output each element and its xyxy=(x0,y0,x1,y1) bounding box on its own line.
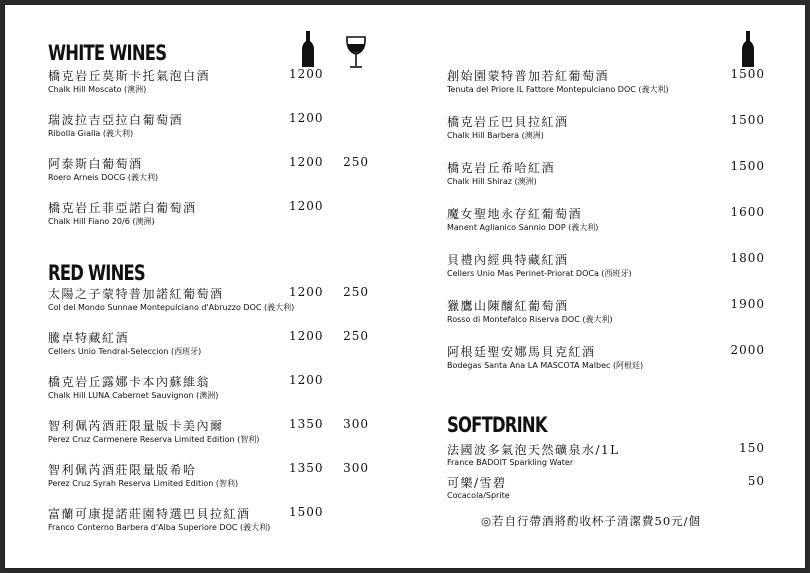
list-item: 可樂/雪碧 Cocacola/Sprite 50 xyxy=(447,474,765,500)
list-item: 橋克岩丘菲亞諾白葡萄酒 Chalk Hill Fiano 20/6 (澳洲) 1200 xyxy=(48,199,324,226)
bottle-icon xyxy=(741,31,755,67)
wine-glass-icon xyxy=(345,35,367,69)
corkage-note: ◎若自行帶酒將酌收杯子清潔費50元/個 xyxy=(481,514,702,528)
list-item: 貝禮內經典特藏紅酒 Cellers Unio Mas Perinet-Priorat DOCa (西班牙) 1800 xyxy=(447,251,765,278)
white-wines-heading: WHITE WINES xyxy=(48,41,167,65)
list-item: 阿根廷聖安娜馬貝克紅酒 Bodegas Santa Ana LA MASCOTA Malbec (阿根廷) 2000 xyxy=(447,343,765,370)
list-item: 獵鷹山陳釀紅葡萄酒 Rosso di Montefalco Riserva DOC (義大利) 1900 xyxy=(447,297,765,324)
red-wines-heading: RED WINES xyxy=(48,261,145,285)
list-item: 橋克岩丘希哈紅酒 Chalk Hill Shiraz (澳洲) 1500 xyxy=(447,159,765,186)
list-item: 橋克岩丘巴貝拉紅酒 Chalk Hill Barbera (澳洲) 1500 xyxy=(447,113,765,140)
list-item: 富蘭可康提諾莊園特選巴貝拉紅酒 Franco Conterno Barbera d'Alba Superiore DOC (義大利) 1500 xyxy=(48,505,324,532)
list-item: 法國波多氣泡天然礦泉水/1L France BADOIT Sparkling Water 150 xyxy=(447,441,765,467)
list-item: 橋克岩丘露娜卡本內蘇維翁 Chalk Hill LUNA Cabernet Sauvignon (澳洲) 1200 xyxy=(48,373,324,400)
softdrink-heading: SOFTDRINK xyxy=(447,413,547,437)
list-item: 魔女聖地永存紅葡萄酒 Manent Aglianico Sannio DOP (義大利) 1600 xyxy=(447,205,765,232)
bottle-icon xyxy=(301,31,315,67)
menu-page xyxy=(4,4,806,569)
list-item: 創始園蒙特普加若紅葡萄酒 Tenuta del Priore IL Fattore Montepulciano DOC (義大利) 1500 xyxy=(447,67,765,94)
list-item: 瑞波拉吉亞拉白葡萄酒 Ribolla Gialla (義大利) 1200 xyxy=(48,111,324,138)
list-item: 騰卓特藏紅酒 Cellers Unio Tendral-Seleccion (西班牙) 1200 250 xyxy=(48,329,369,356)
list-item: 阿泰斯白葡萄酒 Roero Arneis DOCG (義大利) 1200 250 xyxy=(48,155,369,182)
list-item: 橋克岩丘莫斯卡托氣泡白酒 Chalk Hill Moscato (澳洲) 1200 xyxy=(48,67,324,94)
list-item: 太陽之子蒙特普加諾紅葡萄酒 Col del Mondo Sunnae Montepulciano d'Abruzzo DOC (義大利) 1200 250 xyxy=(48,285,369,312)
list-item: 智利佩芮酒莊限量版卡美內爾 Perez Cruz Carmenere Reserva Limited Edition (智利) 1350 300 xyxy=(48,417,369,444)
list-item: 智利佩芮酒莊限量版希哈 Perez Cruz Syrah Reserva Limited Edition (智利) 1350 300 xyxy=(48,461,369,488)
